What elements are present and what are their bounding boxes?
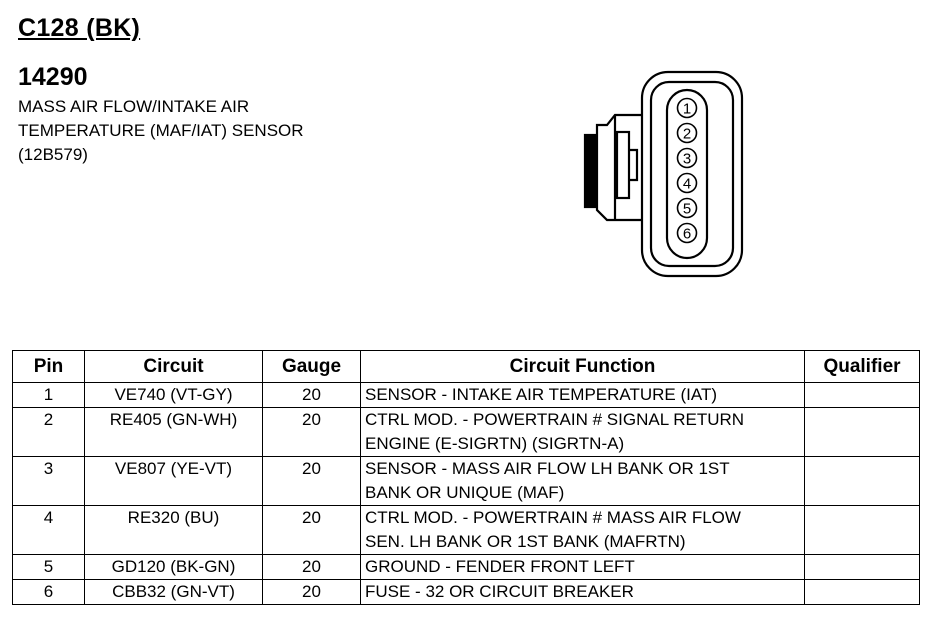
circuit-cell: RE320 (BU) — [85, 506, 263, 555]
gauge-cell: 20 — [263, 383, 361, 408]
function-cell — [361, 506, 805, 555]
pin-1 — [678, 99, 697, 118]
pinout-table — [12, 350, 920, 605]
circuit-cell: VE740 (VT-GY) — [85, 383, 263, 408]
function-line: ENGINE (E-SIGRTN) (SIGRTN-A) — [365, 434, 625, 453]
part-number: 14290 — [18, 63, 88, 91]
qualifier-cell — [805, 457, 920, 506]
pin-cell: 1 — [13, 383, 85, 408]
function-line: FUSE - 32 OR CIRCUIT BREAKER — [365, 582, 634, 601]
svg-text:2: 2 — [682, 125, 692, 143]
qualifier-cell — [805, 555, 920, 580]
table-row — [13, 555, 920, 580]
connector-face-diagram — [575, 70, 755, 280]
table-row — [13, 506, 920, 555]
function-line: SENSOR - INTAKE AIR TEMPERATURE (IAT) — [365, 385, 718, 404]
header-pin: Pin — [13, 351, 85, 383]
table-row — [13, 383, 920, 408]
function-line: CTRL MOD. - POWERTRAIN # SIGNAL RETURN — [365, 410, 745, 429]
circuit-cell: CBB32 (GN-VT) — [85, 580, 263, 605]
function-cell — [361, 383, 805, 408]
pin-3 — [678, 149, 697, 168]
connector-id-title: C128 (BK) — [18, 14, 141, 42]
header-qualifier: Qualifier — [805, 351, 920, 383]
description-line-2: TEMPERATURE (MAF/IAT) SENSOR — [18, 121, 304, 140]
pin-cell: 5 — [13, 555, 85, 580]
svg-text:3: 3 — [682, 150, 692, 168]
qualifier-cell — [805, 383, 920, 408]
qualifier-cell — [805, 408, 920, 457]
component-description — [18, 95, 304, 167]
circuit-cell: VE807 (YE-VT) — [85, 457, 263, 506]
qualifier-cell — [805, 580, 920, 605]
svg-text:5: 5 — [682, 200, 692, 218]
pin-cell: 6 — [13, 580, 85, 605]
pin-6 — [678, 224, 697, 243]
circuit-cell: RE405 (GN-WH) — [85, 408, 263, 457]
pin-cell: 2 — [13, 408, 85, 457]
function-cell — [361, 408, 805, 457]
pin-cell: 3 — [13, 457, 85, 506]
function-line: SENSOR - MASS AIR FLOW LH BANK OR 1ST — [365, 459, 730, 478]
pin-4 — [678, 174, 697, 193]
connector-latch — [597, 115, 642, 220]
table-row — [13, 408, 920, 457]
gauge-cell: 20 — [263, 580, 361, 605]
pin-cell: 4 — [13, 506, 85, 555]
function-line: CTRL MOD. - POWERTRAIN # MASS AIR FLOW — [365, 508, 741, 527]
function-cell — [361, 457, 805, 506]
gauge-cell: 20 — [263, 555, 361, 580]
qualifier-cell — [805, 506, 920, 555]
circuit-cell: GD120 (BK-GN) — [85, 555, 263, 580]
table-header-row — [13, 351, 920, 383]
gauge-cell: 20 — [263, 408, 361, 457]
description-line-1: MASS AIR FLOW/INTAKE AIR — [18, 97, 250, 116]
pin-numbers — [678, 99, 697, 243]
function-line: BANK OR UNIQUE (MAF) — [365, 483, 565, 502]
svg-text:6: 6 — [682, 225, 692, 243]
header-circuit: Circuit — [85, 351, 263, 383]
function-line: SEN. LH BANK OR 1ST BANK (MAFRTN) — [365, 532, 686, 551]
function-line: GROUND - FENDER FRONT LEFT — [365, 557, 635, 576]
function-cell — [361, 555, 805, 580]
table-row — [13, 580, 920, 605]
description-line-3: (12B579) — [18, 145, 88, 164]
svg-text:1: 1 — [682, 100, 692, 118]
pin-2 — [678, 124, 697, 143]
header-circuit-function: Circuit Function — [361, 351, 805, 383]
svg-text:4: 4 — [682, 175, 692, 193]
gauge-cell: 20 — [263, 457, 361, 506]
header-gauge: Gauge — [263, 351, 361, 383]
table-row — [13, 457, 920, 506]
function-cell — [361, 580, 805, 605]
gauge-cell: 20 — [263, 506, 361, 555]
pin-5 — [678, 199, 697, 218]
